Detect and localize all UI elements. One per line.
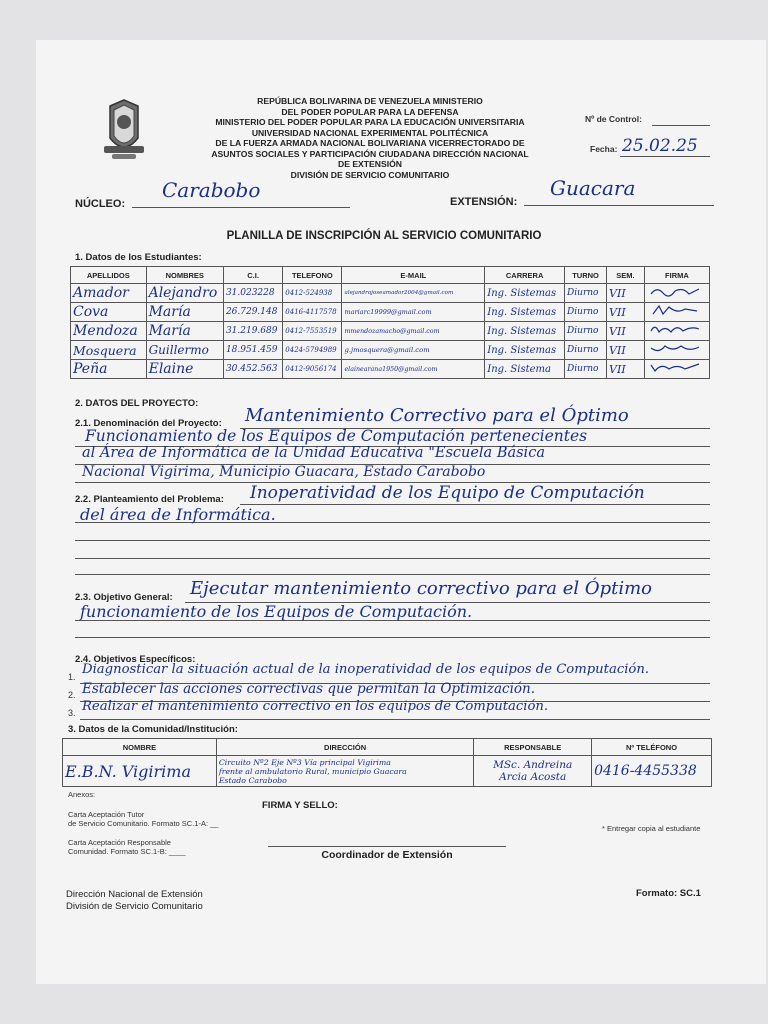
cell-email: g.jmosquera@gmail.com: [342, 341, 485, 360]
signature-icon: [647, 342, 703, 354]
footer-line: División de Servicio Comunitario: [66, 901, 203, 912]
extension-value: Guacara: [550, 176, 636, 200]
cell-telefono: 0424-5794989: [283, 341, 342, 360]
problema-text: Inoperatividad de los Equipo de Computación: [250, 483, 645, 503]
cell-firma: [644, 303, 709, 322]
cell-email: mariarc19999@gmail.com: [342, 303, 485, 322]
footer-division: [66, 889, 203, 913]
anexo-line: Comunidad. Formato SC.1-B: ____: [68, 847, 186, 856]
cell-sem: VII: [607, 341, 645, 360]
objetivo-especifico-text: Establecer las acciones correctivas que permitan la Optimización.: [82, 681, 536, 697]
direccion-line: Circuito Nº2 Eje Nº3 Vía principal Vigirima: [218, 757, 391, 767]
cell-turno: Diurno: [565, 284, 607, 303]
cell-sem: VII: [607, 322, 645, 341]
cell-nombre: María: [146, 322, 223, 341]
cell-telefono: 0412-524938: [283, 284, 342, 303]
header-line: MINISTERIO DEL PODER POPULAR PARA LA EDUCACIÓN UNIVERSITARIA: [215, 117, 525, 127]
col-firma: FIRMA: [644, 267, 709, 284]
cell-email: alejandrojoseamador2004@gmail.com: [342, 284, 485, 303]
col-ci: C.I.: [223, 267, 282, 284]
problema-line: [75, 558, 710, 559]
cell-direccion: [216, 756, 474, 787]
cell-firma: [644, 322, 709, 341]
cell-ci: 31.023228: [223, 284, 282, 303]
community-table: [62, 738, 712, 787]
signature-icon: [647, 361, 703, 373]
anexo-item-2: [68, 838, 186, 856]
cell-nombre: María: [146, 303, 223, 322]
cell-sem: VII: [607, 303, 645, 322]
objetivo-text: funcionamiento de los Equipos de Computación.: [80, 602, 473, 621]
cell-apellido: Amador: [71, 284, 147, 303]
institution-header: [180, 96, 560, 180]
problema-line: [240, 504, 710, 505]
date-value: 25.02.25: [622, 136, 698, 156]
cell-community-phone: 0416-4455338: [592, 756, 712, 787]
col-apellidos: APELLIDOS: [71, 267, 147, 284]
objetivo-general-label: 2.3. Objetivo General:: [75, 592, 173, 603]
objetivo-especifico-text: Diagnosticar la situación actual de la inoperatividad de los equipos de Computación.: [82, 662, 650, 677]
cell-carrera: Ing. Sistemas: [485, 322, 565, 341]
nucleo-label: NÚCLEO:: [75, 198, 126, 210]
direccion-line: frente al ambulatorio Rural, municipio Guacara: [218, 766, 407, 776]
control-number-line: [652, 125, 710, 126]
cell-firma: [644, 360, 709, 379]
cell-nombre: Guillermo: [146, 341, 223, 360]
students-section-title: 1. Datos de los Estudiantes:: [75, 252, 202, 263]
cell-apellido: Mendoza: [71, 322, 147, 341]
cell-carrera: Ing. Sistemas: [485, 284, 565, 303]
form-title: PLANILLA DE INSCRIPCIÓN AL SERVICIO COMUNITARIO: [226, 230, 542, 242]
students-table: [70, 266, 710, 379]
col-direccion: DIRECCIÓN: [216, 739, 474, 756]
col-telefono: TELEFONO: [283, 267, 342, 284]
cell-ci: 31.219.689: [223, 322, 282, 341]
objetivo-especifico-text: Realizar el mantenimiento correctivo en los equipos de Computación.: [82, 699, 549, 714]
denominacion-text: Funcionamiento de los Equipos de Computación pertenecientes: [85, 427, 588, 445]
cell-telefono: 0416-4117578: [283, 303, 342, 322]
firma-sello-label: FIRMA Y SELLO:: [262, 800, 338, 811]
university-emblem-icon: [100, 98, 148, 164]
problema-line: [75, 540, 710, 541]
table-row: [71, 360, 710, 379]
table-row: [71, 341, 710, 360]
col-nombre: NOMBRE: [63, 739, 217, 756]
cell-institution-name: E.B.N. Vigirima: [63, 756, 217, 787]
cell-turno: Diurno: [565, 303, 607, 322]
cell-apellido: Cova: [71, 303, 147, 322]
cell-nombre: Alejandro: [146, 284, 223, 303]
table-row: [63, 756, 712, 787]
objetivo-number: 3.: [68, 708, 76, 718]
nucleo-value: Carabobo: [162, 178, 261, 202]
cell-telefono: 0412-9056174: [283, 360, 342, 379]
cell-carrera: Ing. Sistemas: [485, 303, 565, 322]
table-row: [71, 284, 710, 303]
problema-label: 2.2. Planteamiento del Problema:: [75, 494, 224, 505]
cell-firma: [644, 341, 709, 360]
objetivo-especifico-line: [80, 719, 710, 720]
cell-responsable: [474, 756, 592, 787]
objetivos-especificos-label: 2.4. Objetivos Específicos:: [75, 654, 196, 665]
table-row: [71, 303, 710, 322]
header-line: REPÚBLICA BOLIVARINA DE VENEZUELA MINISTERIO: [257, 96, 483, 106]
signature-icon: [647, 304, 703, 316]
community-header-row: [63, 739, 712, 756]
objetivo-line: [75, 637, 710, 638]
header-line: ASUNTOS SOCIALES Y PARTICIPACIÓN CIUDADANA DIRECCIÓN NACIONAL: [211, 148, 529, 159]
cell-turno: Diurno: [565, 341, 607, 360]
cell-nombre: Elaine: [146, 360, 223, 379]
project-section-title: 2. DATOS DEL PROYECTO:: [75, 398, 199, 409]
signature-icon: [647, 323, 703, 335]
anexo-line: Carta Aceptación Tutor: [68, 810, 145, 819]
objetivo-number: 2.: [68, 690, 76, 700]
header-line: UNIVERSIDAD NACIONAL EXPERIMENTAL POLITÉCNICA: [251, 127, 489, 138]
header-line: DE LA FUERZA ARMADA NACIONAL BOLIVARIANA VICERRECTORADO DE: [215, 138, 525, 148]
denominacion-text: Mantenimiento Correctivo para el Óptimo: [245, 405, 629, 426]
cell-carrera: Ing. Sistemas: [485, 341, 565, 360]
copy-note: * Entregar copia al estudiante: [602, 824, 701, 833]
responsable-line: MSc. Andreina: [493, 759, 573, 771]
col-email: E-MAIL: [342, 267, 485, 284]
nucleo-line: [132, 207, 350, 208]
col-turno: TURNO: [565, 267, 607, 284]
cell-apellido: Mosquera: [71, 341, 147, 360]
community-section-title: 3. Datos de la Comunidad/Institución:: [68, 724, 238, 735]
problema-text: del área de Informática.: [80, 505, 276, 524]
cell-turno: Diurno: [565, 360, 607, 379]
col-responsable: RESPONSABLE: [474, 739, 592, 756]
anexo-line: Carta Aceptación Responsable: [68, 838, 171, 847]
col-telefono: Nº TELÉFONO: [592, 739, 712, 756]
col-carrera: CARRERA: [485, 267, 565, 284]
extension-label: EXTENSIÓN:: [450, 196, 518, 208]
anexos-label: Anexos:: [68, 790, 96, 799]
cell-firma: [644, 284, 709, 303]
cell-email: mmendozamacho@gmail.com: [342, 322, 485, 341]
responsable-line: Arcia Acosta: [499, 771, 567, 783]
cell-apellido: Peña: [71, 360, 147, 379]
signature-icon: [647, 285, 703, 297]
problema-line: [75, 574, 710, 575]
cell-ci: 18.951.459: [223, 341, 282, 360]
cell-turno: Diurno: [565, 322, 607, 341]
cell-ci: 30.452.563: [223, 360, 282, 379]
denominacion-text: Nacional Vigirima, Municipio Guacara, Estado Carabobo: [82, 464, 486, 480]
cell-sem: VII: [607, 284, 645, 303]
header-line: DEL PODER POPULAR PARA LA DEFENSA: [281, 106, 459, 117]
denominacion-label: 2.1. Denominación del Proyecto:: [75, 418, 222, 429]
anexo-line: de Servicio Comunitario. Formato SC.1-A: __: [68, 819, 219, 828]
direccion-line: Estado Carabobo: [218, 775, 287, 785]
extension-line: [524, 205, 714, 206]
anexo-item-1: [68, 810, 218, 828]
table-row: [71, 322, 710, 341]
students-header-row: [71, 267, 710, 284]
objetivo-text: Ejecutar mantenimiento correctivo para el Óptimo: [190, 578, 653, 599]
header-line: DIVISIÓN DE SERVICIO COMUNITARIO: [290, 169, 450, 180]
coordinator-signature-line: [268, 846, 506, 847]
cell-email: elainearana1950@gmail.com: [342, 360, 485, 379]
footer-line: Dirección Nacional de Extensión: [66, 889, 203, 900]
cell-ci: 26.729.148: [223, 303, 282, 322]
header-line: DE EXTENSIÓN: [338, 159, 402, 169]
cell-carrera: Ing. Sistema: [485, 360, 565, 379]
control-number-label: Nº de Control:: [585, 114, 642, 124]
objetivo-number: 1.: [68, 672, 76, 682]
col-nombres: NOMBRES: [146, 267, 223, 284]
date-label: Fecha:: [590, 144, 618, 154]
cell-sem: VII: [607, 360, 645, 379]
cell-telefono: 0412-7553519: [283, 322, 342, 341]
date-line: [620, 156, 710, 157]
denominacion-text: al Área de Informática de la Unidad Educativa "Escuela Básica: [82, 445, 545, 461]
col-sem: SEM.: [607, 267, 645, 284]
format-code: Formato: SC.1: [636, 888, 701, 899]
coordinator-label: Coordinador de Extensión: [321, 849, 453, 861]
